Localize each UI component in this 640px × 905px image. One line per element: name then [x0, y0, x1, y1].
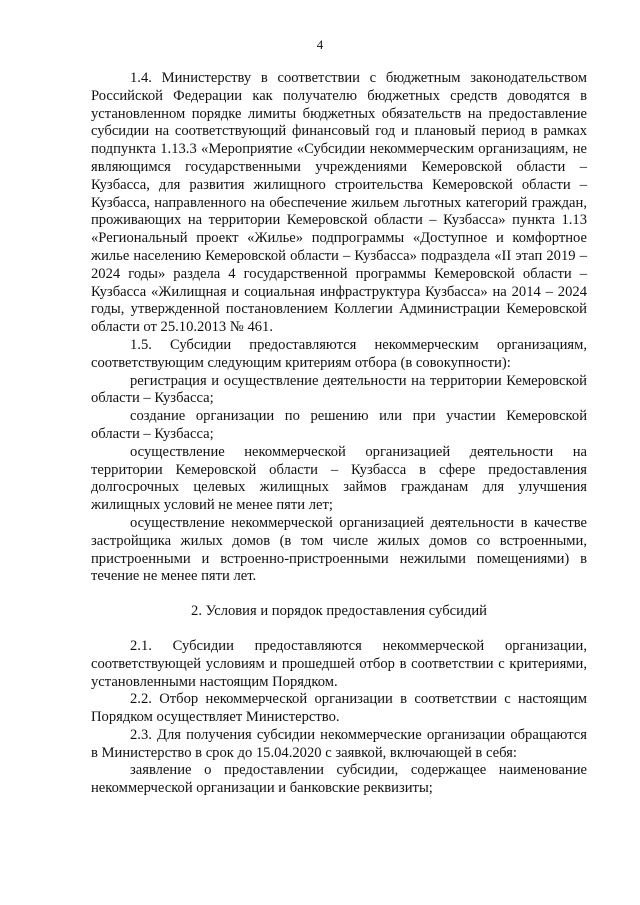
paragraph-2-1: 2.1. Субсидии предоставляются некоммерческой организации, соответствующей условиям и прошедшей отбор в соответствии с критериями, установленными настоящим Порядком.	[91, 637, 587, 690]
paragraph-1-5: 1.5. Субсидии предоставляются некоммерческим организациям, соответствующим следующим критериям отбора (в совокупности):	[91, 336, 587, 371]
document-body	[91, 70, 587, 798]
application-item: заявление о предоставлении субсидии, содержащее наименование некоммерческой организации и банковские реквизиты;	[91, 762, 587, 797]
criterion-registration: регистрация и осуществление деятельности на территории Кемеровской области – Кузбасса;	[91, 372, 587, 407]
paragraph-2-3: 2.3. Для получения субсидии некоммерческие организации обращаются в Министерство в срок до 15.04.2020 с заявкой, включающей в себя:	[91, 726, 587, 761]
paragraph-2-2: 2.2. Отбор некоммерческой организации в соответствии с настоящим Порядком осуществляет Министерство.	[91, 691, 587, 726]
criterion-loans-activity: осуществление некоммерческой организацией деятельности на территории Кемеровской области – Кузбасса в сфере предоставления долгосрочных целевых жилищных займов гражданам для улучшения жилищных условий не менее пяти лет;	[91, 443, 587, 514]
paragraph-1-4: 1.4. Министерству в соответствии с бюджетным законодательством Российской Федерации как получателю бюджетных средств доводятся в установленном порядке лимиты бюджетных обязательств на предоставление субсидии на соответствующий финансовый год и плановый период в рамках подпункта 1.13.3 «Мероприятие «Субсидии некоммерческим организациям, не являющимся государственными учреждениями Кемеровской области – Кузбасса, для развития жилищного строительства Кемеровской области – Кузбасса, направленного на обеспечение жильем льготных категорий граждан, проживающих на территории Кемеровской области – Кузбасса» пункта 1.13 «Региональный проект «Жилье» подпрограммы «Доступное и комфортное жилье населению Кемеровской области – Кузбасса» подраздела «II этап 2019 – 2024 годы» раздела 4 государственной программы Кемеровской области – Кузбасса «Жилищная и социальная инфраструктура Кузбасса» на 2014 – 2024 годы, утвержденной постановлением Коллегии Администрации Кемеровской области от 25.10.2013 № 461.	[91, 70, 587, 336]
criterion-creation: создание организации по решению или при участии Кемеровской области – Кузбасса;	[91, 408, 587, 442]
page-number: 4	[316, 37, 324, 52]
criterion-developer-activity: осуществление некоммерческой организацией деятельности в качестве застройщика жилых домов (в том числе жилых домов со встроенными, пристроенными и встроенно-пристроенными нежилыми помещениями) в течение не менее пяти лет.	[91, 514, 587, 585]
section-2-heading: 2. Условия и порядок предоставления субсидий	[191, 603, 487, 620]
